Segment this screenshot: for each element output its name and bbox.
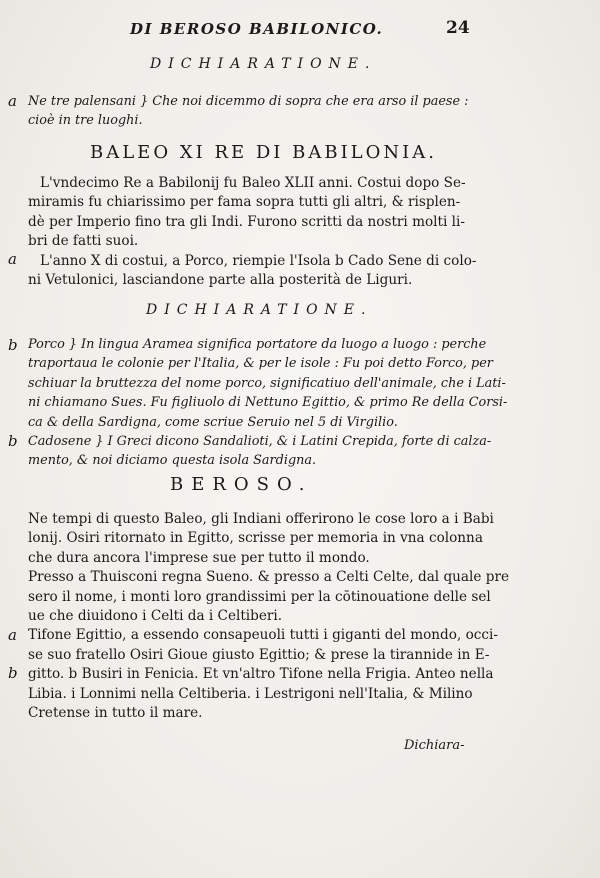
margin-marker-a2: a <box>8 250 17 268</box>
margin-marker-b2: b <box>8 432 18 450</box>
section-title-beroso: BEROSO. <box>170 474 313 495</box>
text-line: schiuar la bruttezza del nome porco, significatiuo dell'animale, che i Lati- <box>28 375 506 391</box>
running-head: DI BEROSO BABILONICO. <box>130 20 384 38</box>
section-1-body <box>28 174 590 290</box>
text-line: ni chiamano Sues. Fu figliuolo di Nettuno Egittio, & primo Re della Corsi- <box>28 395 508 411</box>
text-line: Ne tre palensani } Che noi dicemmo di sopra che era arso il paese : <box>28 94 469 109</box>
text-line: miramis fu chiarissimo per fama sopra tutti gli altri, & risplen- <box>28 194 461 211</box>
margin-marker-a3: a <box>8 626 17 644</box>
text-line: L'vndecimo Re a Babilonij fu Baleo XLII anni. Costui dopo Se- <box>40 175 466 191</box>
text-line: dè per Imperio fino tra gli Indi. Furono scritti da nostri molti li- <box>28 213 465 230</box>
text-line: Presso a Thuisconi regna Sueno. & presso a Celti Celte, dal quale pre <box>28 569 509 586</box>
text-line: bri de fatti suoi. <box>28 233 139 250</box>
text-line: gitto. b Busiri in Fenicia. Et vn'altro Tifone nella Frigia. Anteo nella <box>28 666 494 683</box>
margin-marker-b3: b <box>8 664 18 682</box>
dichiaratione-2-text <box>28 335 590 471</box>
dichiaratione-1-text <box>28 92 588 131</box>
section-title-baleo: BALEO XI RE DI BABILONIA. <box>90 142 437 163</box>
text-line: sero il nome, i monti loro grandissimi per la cōtinouatione delle sel <box>28 588 491 605</box>
text-line: Cretense in tutto il mare. <box>28 705 203 722</box>
text-line: Ne tempi di questo Baleo, gli Indiani offerirono le cose loro a i Babi <box>28 511 494 527</box>
catchword: Dichiara- <box>404 738 465 753</box>
text-line: mento, & noi diciamo questa isola Sardigna. <box>28 453 317 469</box>
text-line: ni Vetulonici, lasciandone parte alla posterità de Liguri. <box>28 272 413 289</box>
text-line: ca & della Sardigna, come scriue Seruio nel 5 di Virgilio. <box>28 414 398 430</box>
dichiaratione-heading-1: DICHIARATIONE. <box>150 56 377 72</box>
section-2-body <box>28 510 590 723</box>
text-line: Libia. i Lonnimi nella Celtiberia. i Lestrigoni nell'Italia, & Milino <box>28 685 473 702</box>
text-line: Tifone Egittio, a essendo consapeuoli tutti i giganti del mondo, occi- <box>28 627 498 644</box>
text-line: traportaua le colonie per l'Italia, & per le isole : Fu poi detto Forco, per <box>28 356 493 372</box>
margin-marker-a1: a <box>8 92 17 110</box>
text-line: Cadosene } I Greci dicono Sandalioti, & i Latini Crepida, forte di calza- <box>28 434 492 450</box>
text-line: lonij. Osiri ritornato in Egitto, scrisse per memoria in vna colonna <box>28 530 483 547</box>
page-number: 24 <box>446 18 470 38</box>
text-line: Porco } In lingua Aramea significa portatore da luogo a luogo : perche <box>28 337 487 352</box>
text-line: se suo fratello Osiri Gioue giusto Egittio; & prese la tirannide in E- <box>28 646 490 663</box>
text-line: che dura ancora l'imprese sue per tutto il mondo. <box>28 549 370 566</box>
dichiaratione-heading-2: DICHIARATIONE. <box>146 302 373 318</box>
margin-marker-b1: b <box>8 336 18 354</box>
text-line: cioè in tre luoghi. <box>28 113 143 129</box>
text-line: L'anno X di costui, a Porco, riempie l'Isola b Cado Sene di colo- <box>40 252 477 269</box>
text-line: ue che diuidono i Celti da i Celtiberi. <box>28 608 283 625</box>
